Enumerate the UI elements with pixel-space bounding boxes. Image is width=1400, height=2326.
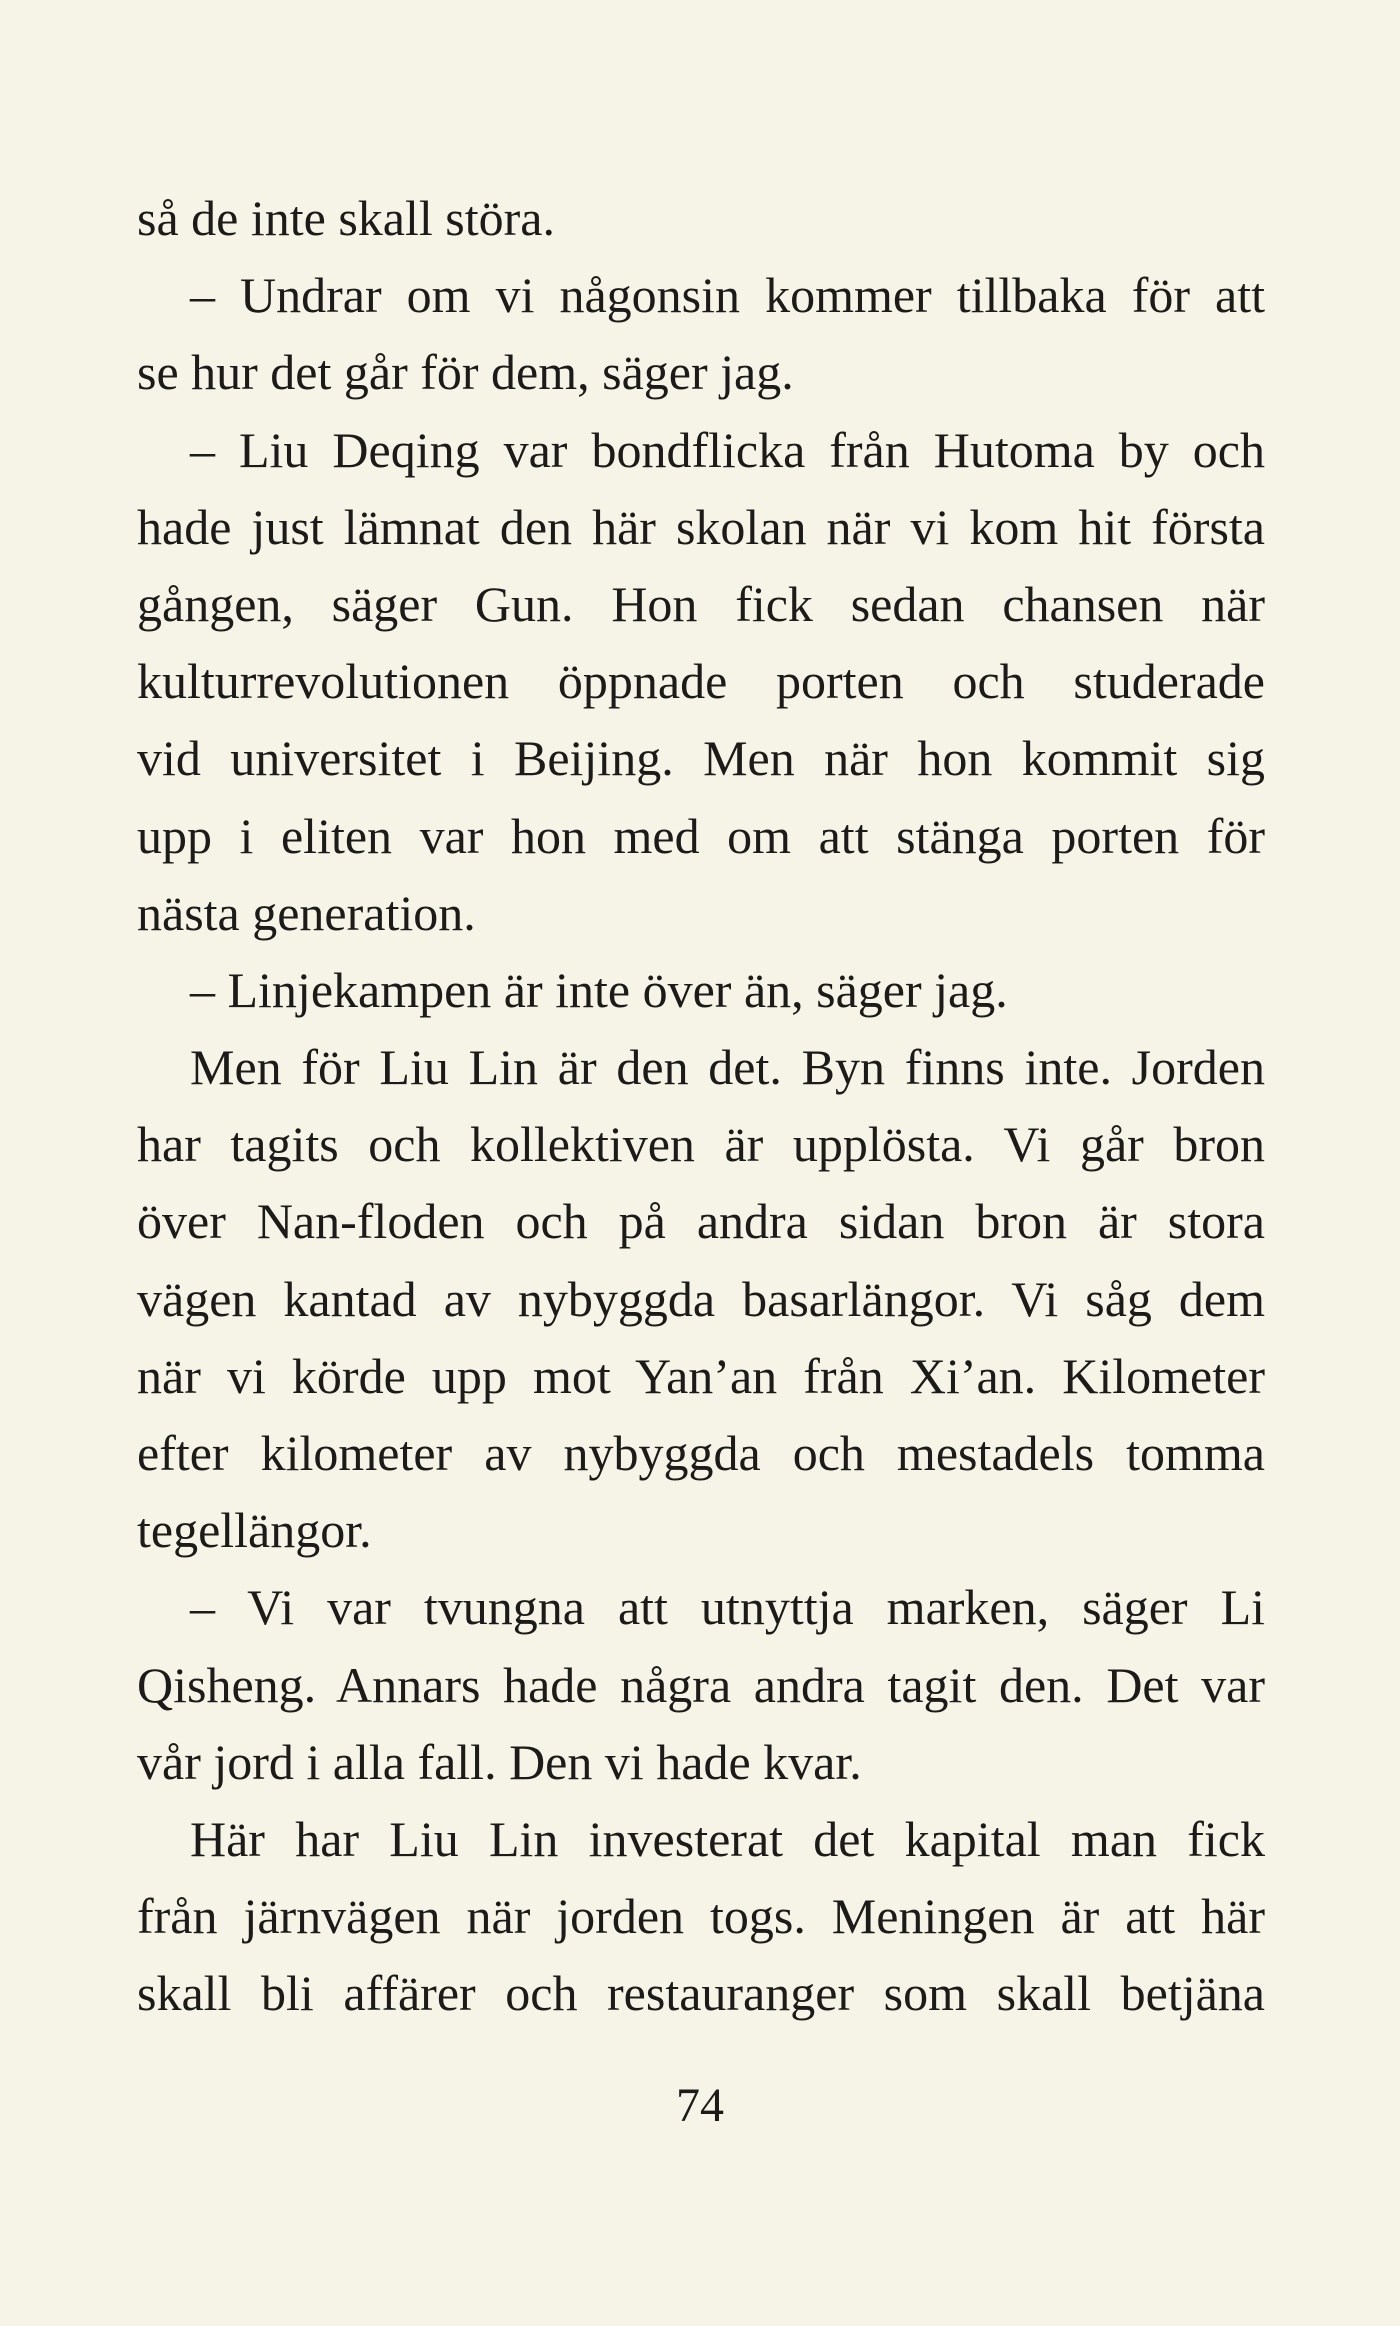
text-line: över Nan-floden och på andra sidan bron är stora <box>137 1193 1265 1250</box>
text-line: vägen kantad av nybyggda basarlängor. Vi såg dem <box>137 1270 1265 1327</box>
text-line: skall bli affärer och restauranger som skall betjäna <box>137 1965 1265 2022</box>
text-line: se hur det går för dem, säger jag. <box>137 344 794 401</box>
text-line: kulturrevolutionen öppnade porten och studerade <box>137 653 1265 710</box>
text-line: vår jord i alla fall. Den vi hade kvar. <box>137 1733 862 1790</box>
text-line: Här har Liu Lin investerat det kapital man fick <box>190 1810 1265 1867</box>
body-text <box>137 180 1265 2033</box>
text-line: har tagits och kollektiven är upplösta. Vi går bron <box>137 1116 1265 1173</box>
text-line: – Vi var tvungna att utnyttja marken, säger Li <box>190 1579 1265 1636</box>
text-line: Qisheng. Annars hade några andra tagit den. Det var <box>137 1656 1265 1713</box>
text-line: hade just lämnat den här skolan när vi kom hit första <box>137 498 1265 555</box>
text-line: – Linjekampen är inte över än, säger jag. <box>190 961 1008 1018</box>
text-line: upp i eliten var hon med om att stänga porten för <box>137 807 1265 864</box>
text-line: nästa generation. <box>137 884 476 941</box>
page-number: 74 <box>676 2079 724 2132</box>
text-line: efter kilometer av nybyggda och mestadels tomma <box>137 1425 1265 1481</box>
text-line: så de inte skall störa. <box>137 190 555 246</box>
text-line: gången, säger Gun. Hon fick sedan chansen när <box>137 575 1265 632</box>
text-line: – Undrar om vi någonsin kommer tillbaka för att <box>190 267 1265 324</box>
text-line: när vi körde upp mot Yan’an från Xi’an. Kilometer <box>137 1347 1265 1404</box>
text-line: vid universitet i Beijing. Men när hon kommit sig <box>137 730 1265 787</box>
text-line: Men för Liu Lin är den det. Byn finns inte. Jorden <box>190 1039 1265 1096</box>
text-line: tegellängor. <box>137 1502 372 1559</box>
text-line: – Liu Deqing var bondflicka från Hutoma by och <box>190 421 1265 478</box>
text-line: från järnvägen när jorden togs. Meningen är att här <box>137 1888 1265 1945</box>
